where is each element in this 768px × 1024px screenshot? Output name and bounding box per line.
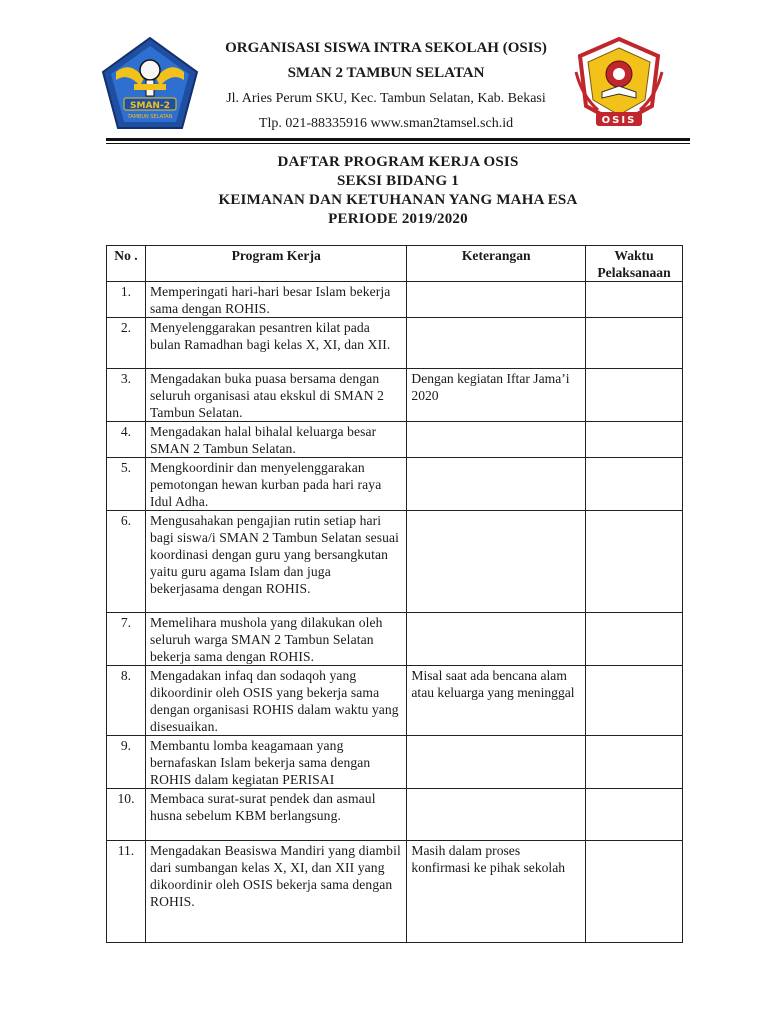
sman2-school-logo: [100, 36, 200, 132]
table-row: [107, 511, 683, 613]
row-program: Mengadakan Beasiswa Mandiri yang diambil dari sumbangan kelas X, XI, dan XII yang dikoordinir oleh OSIS bekerja sama dengan ROHIS.: [145, 841, 406, 943]
letterhead-rule-thin: [106, 143, 690, 144]
row-waktu: [586, 511, 683, 613]
row-program: Memperingati hari-hari besar Islam bekerja sama dengan ROHIS.: [145, 282, 406, 318]
row-no: 9.: [107, 736, 146, 789]
row-keterangan: [407, 613, 586, 666]
row-no: 1.: [107, 282, 146, 318]
row-no: 3.: [107, 369, 146, 422]
row-program: Mengadakan buka puasa bersama dengan seluruh organisasi atau ekskul di SMAN 2 Tambun Selatan.: [145, 369, 406, 422]
row-no: 5.: [107, 458, 146, 511]
header-no: No .: [107, 246, 146, 282]
school-contact: Tlp. 021-88335916 www.sman2tamsel.sch.id: [258, 116, 514, 131]
row-keterangan: Misal saat ada bencana alam atau keluarga yang meninggal: [407, 666, 586, 736]
logo-left-text: SMAN-2: [130, 101, 170, 111]
title-line-2: SEKSI BIDANG 1: [336, 173, 459, 189]
row-program: Mengkoordinir dan menyelenggarakan pemotongan hewan kurban pada hari raya Idul Adha.: [145, 458, 406, 511]
row-keterangan: [407, 318, 586, 369]
row-keterangan: [407, 458, 586, 511]
table-row: [107, 736, 683, 789]
row-keterangan: [407, 736, 586, 789]
row-waktu: [586, 666, 683, 736]
table-row: [107, 422, 683, 458]
header-waktu: Waktu Pelaksanaan: [586, 246, 683, 282]
row-keterangan: [407, 422, 586, 458]
table-row: [107, 282, 683, 318]
row-no: 8.: [107, 666, 146, 736]
header-keterangan: Keterangan: [407, 246, 586, 282]
row-waktu: [586, 736, 683, 789]
row-waktu: [586, 282, 683, 318]
row-no: 6.: [107, 511, 146, 613]
school-name: SMAN 2 TAMBUN SELATAN: [287, 65, 485, 81]
row-waktu: [586, 613, 683, 666]
title-line-3: KEIMANAN DAN KETUHANAN YANG MAHA ESA: [218, 192, 578, 208]
org-name: ORGANISASI SISWA INTRA SEKOLAH (OSIS): [225, 40, 547, 56]
row-program: Membantu lomba keagamaan yang bernafaskan Islam bekerja sama dengan ROHIS dalam kegiatan PERISAI: [145, 736, 406, 789]
title-line-4: PERIODE 2019/2020: [328, 211, 468, 227]
school-address: Jl. Aries Perum SKU, Kec. Tambun Selatan, Kab. Bekasi: [226, 91, 546, 106]
row-program: Mengusahakan pengajian rutin setiap hari bagi siswa/i SMAN 2 Tambun Selatan sesuai koordinasi dengan guru yang bersangkutan yaitu guru agama Islam dan juga bekerjasama dengan ROHIS.: [145, 511, 406, 613]
row-program: Mengadakan halal bihalal keluarga besar SMAN 2 Tambun Selatan.: [145, 422, 406, 458]
row-keterangan: [407, 282, 586, 318]
row-keterangan: [407, 789, 586, 841]
row-program: Menyelenggarakan pesantren kilat pada bulan Ramadhan bagi kelas X, XI, dan XII.: [145, 318, 406, 369]
row-keterangan: [407, 511, 586, 613]
row-no: 2.: [107, 318, 146, 369]
row-program: Memelihara mushola yang dilakukan oleh seluruh warga SMAN 2 Tambun Selatan bekerja sama dengan ROHIS.: [145, 613, 406, 666]
row-waktu: [586, 789, 683, 841]
row-waktu: [586, 318, 683, 369]
row-keterangan: Masih dalam proses konfirmasi ke pihak sekolah: [407, 841, 586, 943]
row-no: 7.: [107, 613, 146, 666]
row-program: Mengadakan infaq dan sodaqoh yang dikoordinir oleh OSIS yang bekerja sama dengan organisasi ROHIS dalam waktu yang disesuaikan.: [145, 666, 406, 736]
table-header-row: [107, 246, 683, 282]
header-program: Program Kerja: [145, 246, 406, 282]
row-waktu: [586, 458, 683, 511]
osis-logo: [572, 36, 666, 130]
table-row: [107, 841, 683, 943]
row-waktu: [586, 841, 683, 943]
title-line-1: DAFTAR PROGRAM KERJA OSIS: [277, 154, 519, 170]
logo-right-text: OSIS: [601, 115, 637, 126]
row-program: Membaca surat-surat pendek dan asmaul husna sebelum KBM berlangsung.: [145, 789, 406, 841]
table-row: [107, 318, 683, 369]
row-keterangan: Dengan kegiatan Iftar Jama’i 2020: [407, 369, 586, 422]
document-title: [106, 153, 690, 229]
table-row: [107, 613, 683, 666]
row-waktu: [586, 422, 683, 458]
letterhead-rule-thick: [106, 138, 690, 141]
row-no: 10.: [107, 789, 146, 841]
row-no: 11.: [107, 841, 146, 943]
table-row: [107, 458, 683, 511]
table-row: [107, 369, 683, 422]
row-waktu: [586, 369, 683, 422]
table-row: [107, 666, 683, 736]
table-row: [107, 789, 683, 841]
logo-left-subtext: TAMBUN SELATAN: [127, 114, 173, 120]
program-table: [106, 245, 683, 943]
letterhead: [206, 36, 566, 136]
row-no: 4.: [107, 422, 146, 458]
